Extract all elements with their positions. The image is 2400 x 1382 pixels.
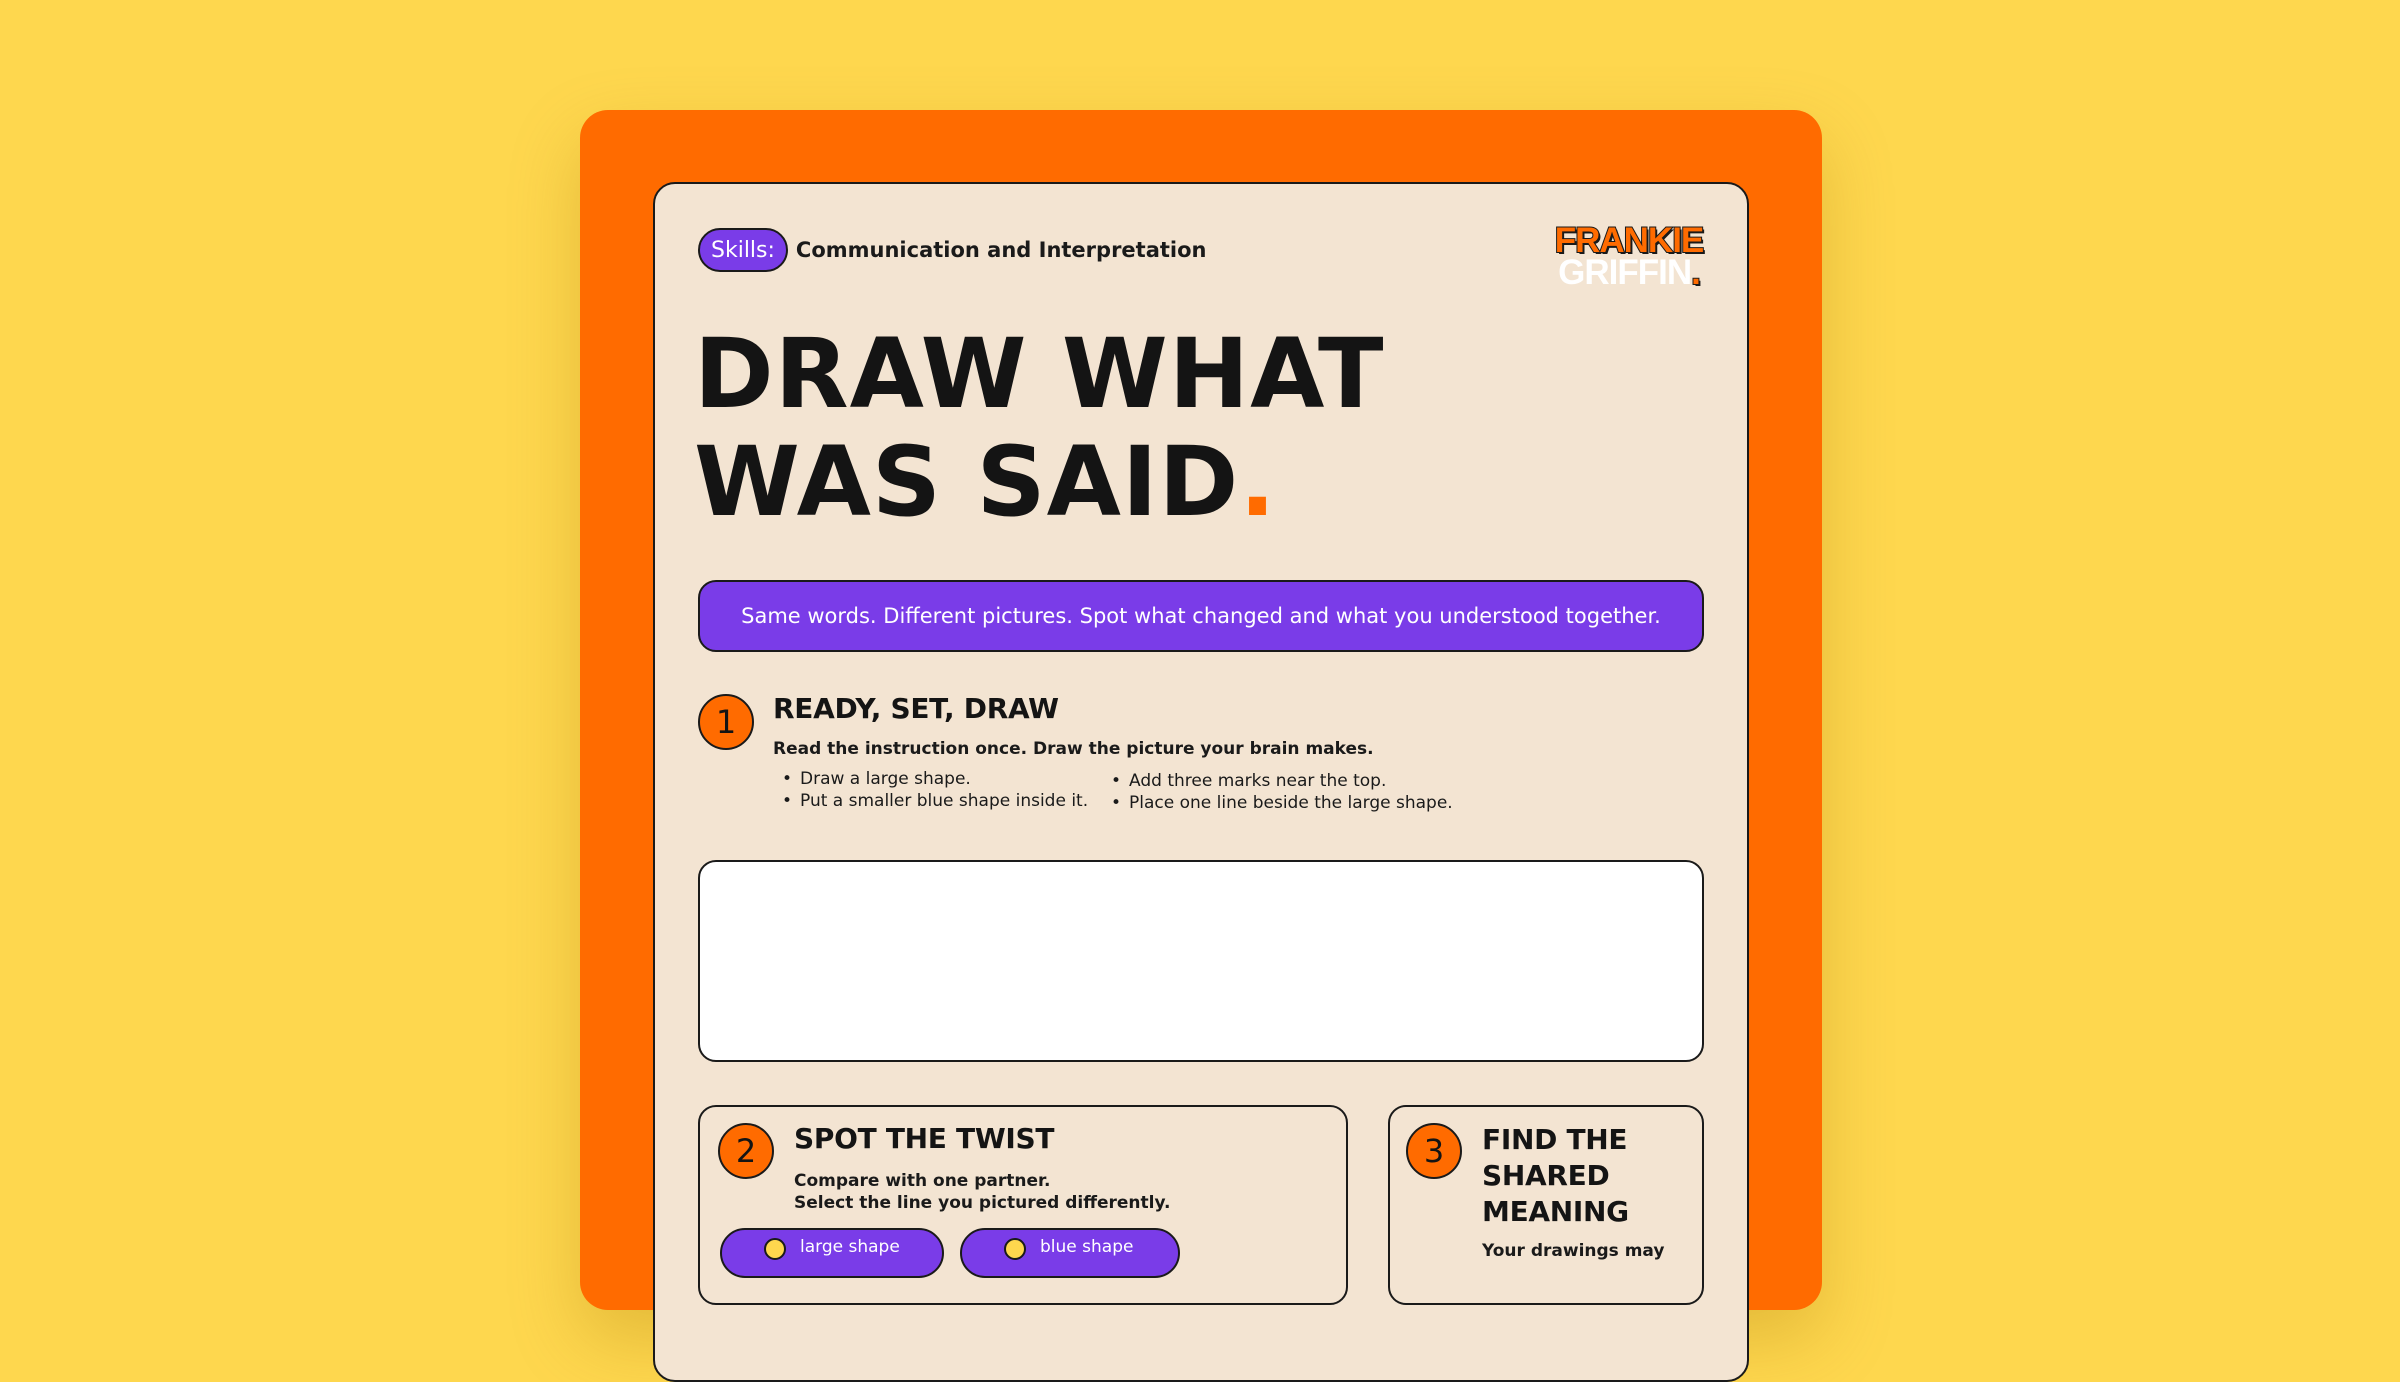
step-1-bullets-left [782, 768, 1088, 812]
step-1-subtitle: Read the instruction once. Draw the picture your brain makes. [773, 739, 1374, 759]
step-2-subtitle-1: Compare with one partner. [794, 1171, 1051, 1191]
option-blue-shape[interactable] [960, 1228, 1180, 1278]
step-3-title-line-2: SHARED [1482, 1159, 1610, 1192]
step-3-title [1482, 1122, 1629, 1230]
bullet-item: • Place one line beside the large shape. [1111, 792, 1453, 814]
step-3-subtitle: Your drawings may [1482, 1241, 1665, 1261]
bullet-item: • Put a smaller blue shape inside it. [782, 790, 1088, 812]
title-dot: . [1239, 426, 1277, 538]
intro-banner: Same words. Different pictures. Spot what changed and what you understood together. [698, 580, 1704, 652]
step-2-number: 2 [718, 1123, 774, 1179]
step-1-bullets-right [1111, 770, 1453, 814]
step-1-number: 1 [698, 694, 754, 750]
title-line-2-wrap [694, 428, 1384, 536]
logo-line-2 [1552, 253, 1706, 292]
logo-dot: . [1691, 253, 1700, 292]
radio-icon[interactable] [764, 1238, 786, 1260]
step-1-title: READY, SET, DRAW [773, 692, 1059, 725]
option-label: blue shape [1040, 1237, 1134, 1257]
option-large-shape[interactable] [720, 1228, 944, 1278]
logo-line-1: FRANKIE [1554, 221, 1704, 260]
step-3-title-line-1: FIND THE [1482, 1123, 1628, 1156]
radio-icon[interactable] [1004, 1238, 1026, 1260]
page-title [694, 320, 1384, 536]
skills-badge: Skills: [698, 228, 788, 272]
step-3-number: 3 [1406, 1123, 1462, 1179]
title-line-1: DRAW WHAT [694, 318, 1385, 430]
title-line-2: WAS SAID [694, 426, 1240, 538]
logo-line-2-text: GRIFFIN [1558, 253, 1692, 292]
step-2-title: SPOT THE TWIST [794, 1122, 1055, 1155]
step-3-title-line-3: MEANING [1482, 1195, 1629, 1228]
brand-logo [1552, 221, 1706, 292]
skills-text: Communication and Interpretation [795, 238, 1207, 262]
bullet-item: • Add three marks near the top. [1111, 770, 1453, 792]
drawing-area[interactable] [698, 860, 1704, 1062]
option-label: large shape [800, 1237, 900, 1257]
step-2-subtitle-2: Select the line you pictured differently. [794, 1193, 1171, 1213]
bullet-item: • Draw a large shape. [782, 768, 1088, 790]
skills-row [698, 226, 1207, 274]
